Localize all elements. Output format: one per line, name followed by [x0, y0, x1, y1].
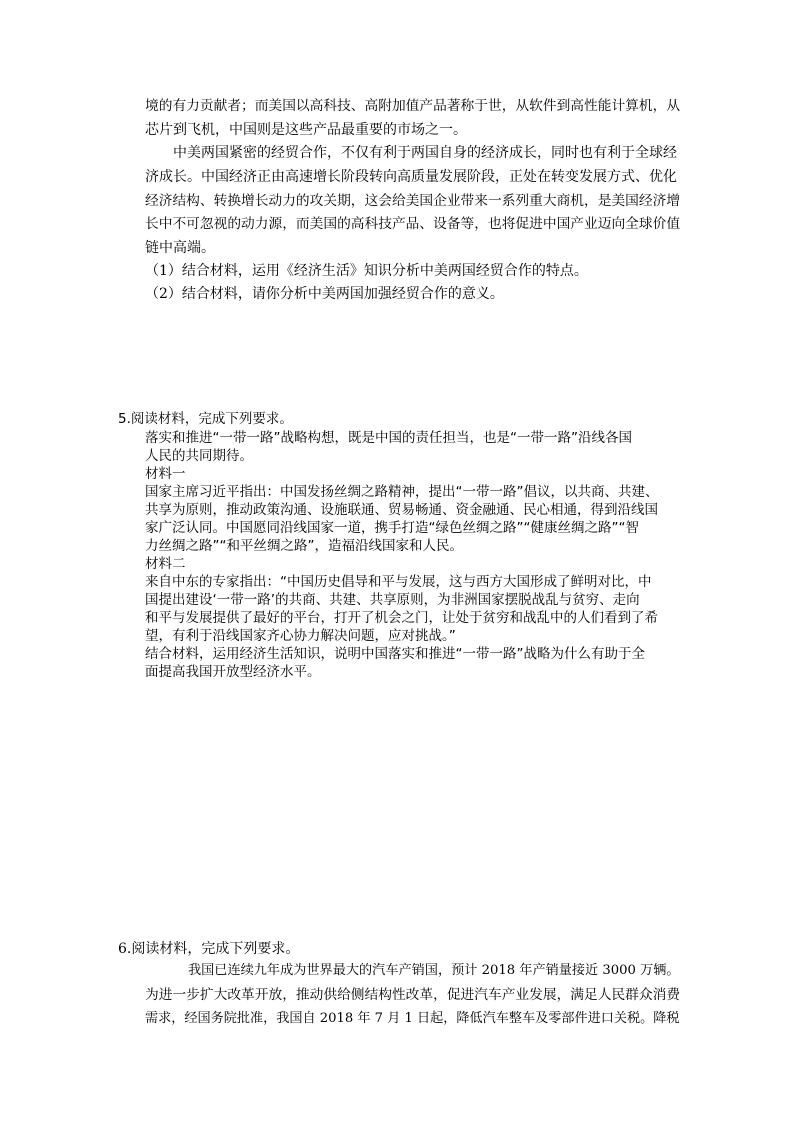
text-line: 济成长。中国经济正由高速增长阶段转向高质量发展阶段，正处在转变发展方式、优化 — [145, 169, 677, 185]
text-line: 国提出建设‘一带一路’的共商、共建、共享原则，为非洲国家摆脱战乱与贫穷、走向 — [145, 592, 640, 608]
text-line: 需求，经国务院批准，我国自 2018 年 7 月 1 日起，降低汽车整车及零部件进口关税。降税 — [145, 1011, 680, 1026]
text-line: 力丝绸之路”“和平丝绸之路”，造福沿线国家和人民。 — [145, 538, 463, 554]
text-line: 结合材料，运用经济生活知识，说明中国落实和推进“一带一路”战略为什么有助于全 — [145, 646, 645, 662]
text-line: 链中高端。 — [145, 240, 215, 256]
text-line: 芯片到飞机，中国则是这些产品最重要的市场之一。 — [145, 122, 467, 138]
text-line: 国家主席习近平指出：中国发扬丝绸之路精神，提出“一带一路”倡议，以共商、共建、 — [145, 484, 659, 500]
text-line: 境的有力贡献者；而美国以高科技、高附加值产品著称于世，从软件到高性能计算机，从 — [145, 98, 681, 114]
question5-heading: 5.阅读材料，完成下列要求。 — [118, 411, 293, 427]
text-line: 人民的共同期待。 — [145, 448, 253, 464]
text-line: 我国已连续九年成为世界最大的汽车产销国，预计 2018 年产销量接近 3000 万辆。 — [188, 963, 680, 978]
text-line: 落实和推进“一带一路”战略构想，既是中国的责任担当，也是“一带一路”沿线各国 — [145, 430, 632, 446]
sub-question-2: （2）结合材料，请你分析中美两国加强经贸合作的意义。 — [145, 286, 504, 302]
text-line: 共享为原则，推动政策沟通、设施联通、贸易畅通、资金融通、民心相通，得到沿线国 — [145, 502, 658, 518]
material-2-label: 材料二 — [145, 556, 186, 572]
text-line: 长中不可忽视的动力源，而美国的高科技产品、设备等，也将促进中国产业迈向全球价值 — [145, 216, 681, 232]
question6-heading: 6.阅读材料，完成下列要求。 — [118, 941, 300, 957]
text-line: 为进一步扩大改革开放，推动供给侧结构性改革，促进汽车产业发展，满足人民群众消费 — [145, 987, 681, 1003]
material-1-label: 材料一 — [145, 466, 186, 482]
sub-question-1: （1）结合材料，运用《经济生活》知识分析中美两国经贸合作的特点。 — [145, 263, 588, 279]
text-line: 面提高我国开放型经济水平。 — [145, 664, 321, 680]
text-line: 来自中东的专家指出：“中国历史倡导和平与发展，这与西方大国形成了鲜明对比，中 — [145, 574, 652, 590]
text-line: 家广泛认同。中国愿同沿线国家一道，携手打造“绿色丝绸之路”“健康丝绸之路”“智 — [145, 520, 639, 536]
text-line: 中美两国紧密的经贸合作，不仅有利于两国自身的经济成长，同时也有利于全球经 — [173, 145, 677, 161]
text-line: 望，有利于沿线国家齐心协力解决问题，应对挑战。” — [145, 628, 456, 644]
text-line: 经济结构、转换增长动力的攻关期，这会给美国企业带来一系列重大商机，是美国经济增 — [145, 193, 681, 209]
text-line: 和平与发展提供了最好的平台，打开了机会之门，让处于贫穷和战乱中的人们看到了希 — [145, 610, 658, 626]
